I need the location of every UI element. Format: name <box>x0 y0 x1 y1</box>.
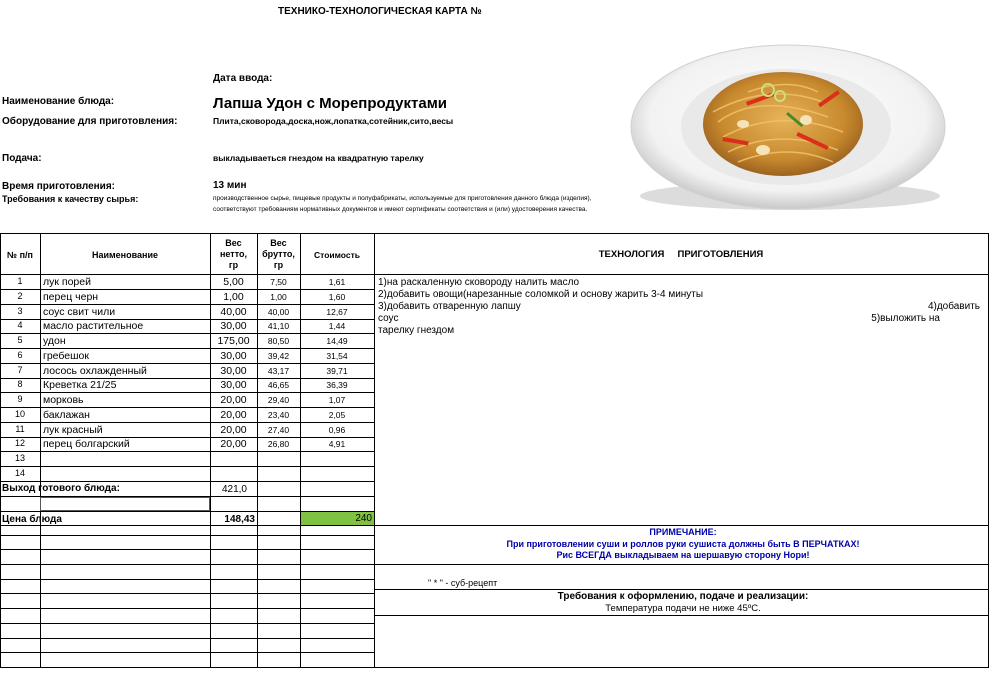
ingredient-name: масло растительное <box>43 320 144 332</box>
ingredient-net-weight: 20,00 <box>220 424 247 436</box>
quality-text-1: производственное сырье, пищевые продукты и полуфабрикаты, используемые для приготовления данного блюда (изделия), <box>213 195 592 202</box>
ingredient-name: лук порей <box>43 276 91 288</box>
ingredient-name: перец черн <box>43 291 99 303</box>
serving-value: выкладываеться гнездом на квадратную тарелку <box>213 153 424 163</box>
col-gross-header: Вес брутто, гр <box>262 238 295 270</box>
row-number: 5 <box>17 335 23 345</box>
ingredient-cost: 1,61 <box>328 277 346 287</box>
ingredient-net-weight: 30,00 <box>220 365 247 377</box>
row-number: 2 <box>17 291 23 301</box>
ingredient-net-weight: 30,00 <box>220 379 247 391</box>
ingredient-net-weight: 30,00 <box>220 320 247 332</box>
ingredient-gross-weight: 26,80 <box>267 439 290 449</box>
ingredient-name: лосось охлажденный <box>43 365 147 377</box>
date-label: Дата ввода: <box>213 73 273 84</box>
col-cost-header: Стоимость <box>314 250 360 260</box>
row-number: 9 <box>17 394 23 404</box>
ingredient-gross-weight: 46,65 <box>267 380 290 390</box>
ingredient-gross-weight: 7,50 <box>270 277 287 287</box>
tech-step-5: тарелку гнездом <box>378 325 455 336</box>
ingredient-name: соус свит чили <box>43 306 116 318</box>
ingredient-net-weight: 20,00 <box>220 438 247 450</box>
ingredient-gross-weight: 80,50 <box>267 336 290 346</box>
row-number: 7 <box>17 365 23 375</box>
ingredient-gross-weight: 40,00 <box>267 307 290 317</box>
ingredient-gross-weight: 23,40 <box>267 410 290 420</box>
ingredient-gross-weight: 41,10 <box>267 321 290 331</box>
technology-text <box>378 277 986 337</box>
ingredient-cost: 14,49 <box>326 336 348 346</box>
dish-name-label: Наименование блюда: <box>2 96 115 107</box>
ingredient-name: перец болгарский <box>43 438 130 450</box>
price-cost: 148,43 <box>224 514 255 525</box>
row-number: 14 <box>14 468 25 478</box>
ingredient-cost: 4,91 <box>328 439 346 449</box>
tech-header: ТЕХНОЛОГИЯ ПРИГОТОВЛЕНИЯ <box>598 249 764 260</box>
dish-name: Лапша Удон с Морепродуктами <box>213 95 448 112</box>
card-title: ТЕХНИКО-ТЕХНОЛОГИЧЕСКАЯ КАРТА № <box>278 6 482 17</box>
tech-step-1: 1)на раскаленную сковороду налить масло <box>378 277 580 288</box>
ingredient-gross-weight: 29,40 <box>267 395 290 405</box>
time-label: Время приготовления: <box>2 181 115 192</box>
col-num-header: № п/п <box>7 250 33 260</box>
ingredient-gross-weight: 39,42 <box>267 351 290 361</box>
ingredient-cost: 1,07 <box>328 395 346 405</box>
col-name-header: Наименование <box>91 250 159 260</box>
quality-text-2: соответствуют требованиям нормативных документов и имеют сертификаты соответствия и (или) удостоверения качества. <box>213 206 588 213</box>
tech-step-3: 3)добавить отваренную лапшу 4)добавить <box>378 301 980 312</box>
row-number: 12 <box>14 438 25 448</box>
ingredient-cost: 2,05 <box>328 410 346 420</box>
ingredient-cost: 36,39 <box>326 380 348 390</box>
ingredient-cost: 1,60 <box>328 292 346 302</box>
ingredient-name: гребешок <box>43 350 89 362</box>
equipment-value: Плита,сковорода,доска,нож,лопатка,сотейник,сито,весы <box>213 116 454 126</box>
col-net-header: Вес нетто, гр <box>219 238 248 270</box>
ingredient-name: лук красный <box>43 424 103 436</box>
ingredient-net-weight: 20,00 <box>220 409 247 421</box>
yield-value: 421,0 <box>221 484 247 495</box>
ingredient-cost: 31,54 <box>326 351 348 361</box>
row-number: 13 <box>14 453 25 463</box>
ingredient-net-weight: 1,00 <box>223 291 244 303</box>
selected-cell[interactable] <box>40 497 210 511</box>
ingredient-cost: 12,67 <box>326 307 348 317</box>
row-number: 6 <box>17 350 23 360</box>
ingredient-net-weight: 30,00 <box>220 350 247 362</box>
subrecipe-note: " * " - суб-рецепт <box>428 578 498 588</box>
row-number: 8 <box>17 379 23 389</box>
row-number: 4 <box>17 320 23 330</box>
ingredient-gross-weight: 1,00 <box>270 292 287 302</box>
time-value: 13 мин <box>213 180 247 191</box>
requirements-title: Требования к оформлению, подаче и реализации: <box>557 591 809 602</box>
ingredient-name: удон <box>43 335 66 347</box>
price-sale: 240 <box>355 513 372 524</box>
note-title: ПРИМЕЧАНИЕ: <box>649 527 717 537</box>
row-number: 1 <box>17 276 23 286</box>
ingredient-cost: 39,71 <box>326 366 348 376</box>
ingredient-name: Креветка 21/25 <box>43 379 117 391</box>
row-number: 3 <box>17 306 23 316</box>
ingredient-name: баклажан <box>43 409 90 421</box>
ingredient-cost: 1,44 <box>328 321 346 331</box>
ingredient-net-weight: 5,00 <box>223 276 244 288</box>
requirements-text: Температура подачи не ниже 45ºС. <box>605 603 761 614</box>
tech-step-4: соус 5)выложить на <box>378 313 940 324</box>
quality-label: Требования к качеству сырья: <box>2 194 139 204</box>
ingredient-gross-weight: 43,17 <box>267 366 290 376</box>
ingredient-cost: 0,96 <box>328 425 346 435</box>
row-number: 10 <box>14 409 25 419</box>
ingredient-net-weight: 40,00 <box>220 306 247 318</box>
note-gloves: При приготовлении суши и роллов руки сушиста должны быть В ПЕРЧАТКАХ! <box>506 539 860 549</box>
yield-label: Выход готового блюда: <box>2 483 120 494</box>
price-label: Цена блюда <box>2 514 62 525</box>
ingredient-gross-weight: 27,40 <box>267 425 290 435</box>
equipment-label: Оборудование для приготовления: <box>2 116 178 127</box>
note-rice: Рис ВСЕГДА выкладываем на шершавую сторону Нори! <box>556 550 810 560</box>
dish-photo <box>628 32 946 220</box>
ingredient-net-weight: 20,00 <box>220 394 247 406</box>
row-number: 11 <box>15 424 25 434</box>
ingredient-net-weight: 175,00 <box>217 335 250 347</box>
tech-step-2: 2)добавить овощи(нарезанные соломкой и основу жарить 3-4 минуты <box>378 289 704 300</box>
ingredient-name: морковь <box>43 394 84 406</box>
serving-label: Подача: <box>2 153 42 164</box>
